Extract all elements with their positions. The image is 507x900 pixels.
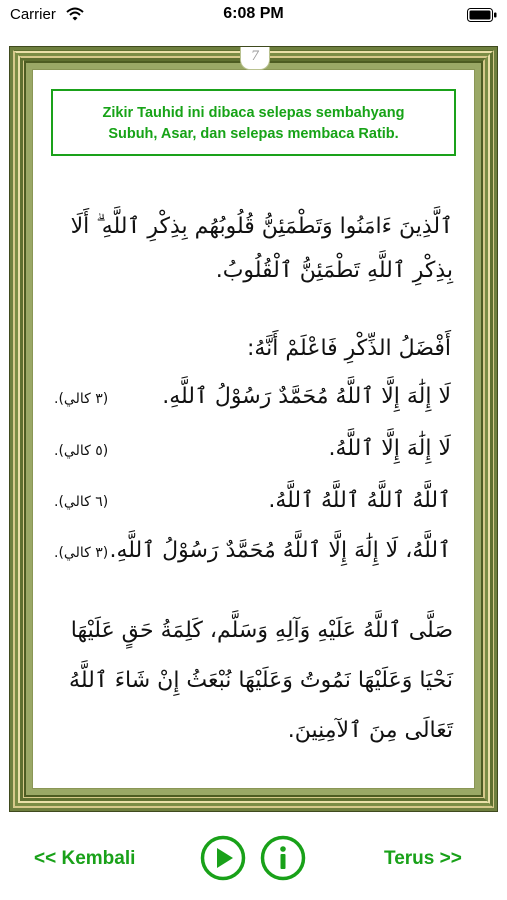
info-button[interactable]	[260, 835, 306, 881]
play-button[interactable]	[200, 835, 246, 881]
arabic-heading: أَفْضَلُ الذِّكْرِ فَاعْلَمْ أَنَّهُ:	[246, 336, 451, 361]
dhikr-count-3: (٦ كالي).	[54, 494, 109, 510]
dhikr-count-4: (٣ كالي).	[54, 545, 109, 561]
carrier-label: Carrier	[10, 6, 56, 23]
dhikr-count-2: (٥ كالي).	[54, 443, 109, 459]
back-button[interactable]: << Kembali	[34, 848, 136, 869]
notice-line-2: Subuh, Asar, dan selepas membaca Ratib.	[108, 126, 399, 142]
notice-line-1: Zikir Tauhid ini dibaca selepas sembahyang	[102, 105, 405, 121]
dhikr-line-2: لَا إِلَٰهَ إِلَّا ٱللَّهُ.	[328, 436, 451, 461]
status-time: 6:08 PM	[223, 5, 284, 22]
next-button[interactable]: Terus >>	[384, 848, 462, 869]
dhikr-count-1: (٣ كالي).	[54, 391, 109, 407]
dhikr-line-4: ٱللَّهُ، لَا إِلَٰهَ إِلَّا ٱللَّهُ مُحَمَّدٌ رَسُوْلُ ٱللَّهِ.	[109, 538, 451, 563]
play-icon	[200, 835, 246, 881]
notice-box	[51, 89, 456, 156]
arabic-salawat: صَلَّى ٱللَّهُ عَلَيْهِ وَآلِهِ وَسَلَّم، كَلِمَةُ حَقٍ عَلَيْهَا نَحْيَا وَعَلَيْهَا نَمُوتُ وَعَلَيْهَا نُبْعَثُ إِنْ شَاءَ ٱللَّهُ تَعَالَى مِنَ ٱلآمِنِينَ.	[69, 618, 453, 743]
dhikr-line-1: لَا إِلَٰهَ إِلَّا ٱللَّهُ مُحَمَّدٌ رَسُوْلُ ٱللَّهِ.	[162, 384, 451, 409]
info-icon	[260, 835, 306, 881]
status-bar	[0, 0, 507, 30]
bottom-nav	[0, 826, 507, 890]
battery-icon	[467, 8, 497, 27]
dhikr-line-3: ٱللَّهُ ٱللَّهُ ٱللَّهُ ٱللَّهُ.	[268, 488, 451, 513]
arabic-verse: ٱلَّذِينَ ءَامَنُوا وَتَطْمَئِنُّ قُلُوبُهُم بِذِكْرِ ٱللَّهِ ۗ أَلَا بِذِكْرِ ٱللَّهِ تَطْمَئِنُّ ٱلْقُلُوبُ.	[70, 214, 453, 283]
page-number: 7	[240, 47, 270, 70]
